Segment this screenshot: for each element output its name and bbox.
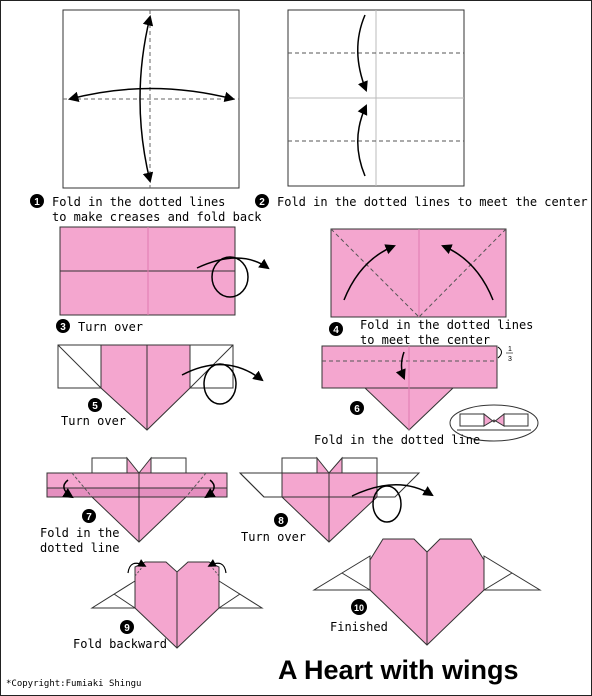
step4-instruction-line1: Fold in the dotted lines [360,318,534,332]
svg-text:8: 8 [278,516,284,527]
svg-text:3: 3 [60,322,66,333]
svg-text:10: 10 [353,603,365,613]
step1-instruction-line1: Fold in the dotted lines [52,195,226,209]
step6-instruction: Fold in the dotted line [314,433,481,447]
step7-instruction-line1: Fold in the [40,526,120,540]
step4-instruction-line2: to meet the center [360,333,491,347]
step2-instruction: Fold in the dotted lines to meet the center [277,195,588,209]
step1-instruction-line2: to make creases and fold back [52,210,262,224]
step7-instruction-line2: dotted line [40,541,120,555]
svg-text:2: 2 [259,197,265,208]
copyright: *Copyright:Fumiaki Shingu [6,679,142,689]
step3-instruction: Turn over [78,320,144,334]
svg-text:6: 6 [354,404,360,415]
svg-text:7: 7 [86,512,92,523]
fraction-numerator: 1 [508,346,512,353]
svg-text:4: 4 [333,325,339,336]
step9-instruction: Fold backward [73,637,167,651]
page-title: A Heart with wings [278,655,519,685]
svg-text:1: 1 [34,197,40,208]
step10-instruction: Finished [330,620,388,634]
svg-text:5: 5 [92,401,98,412]
step8-instruction: Turn over [241,530,307,544]
step5-instruction: Turn over [61,414,127,428]
fraction-denominator: 3 [508,356,512,363]
svg-text:9: 9 [124,623,130,634]
